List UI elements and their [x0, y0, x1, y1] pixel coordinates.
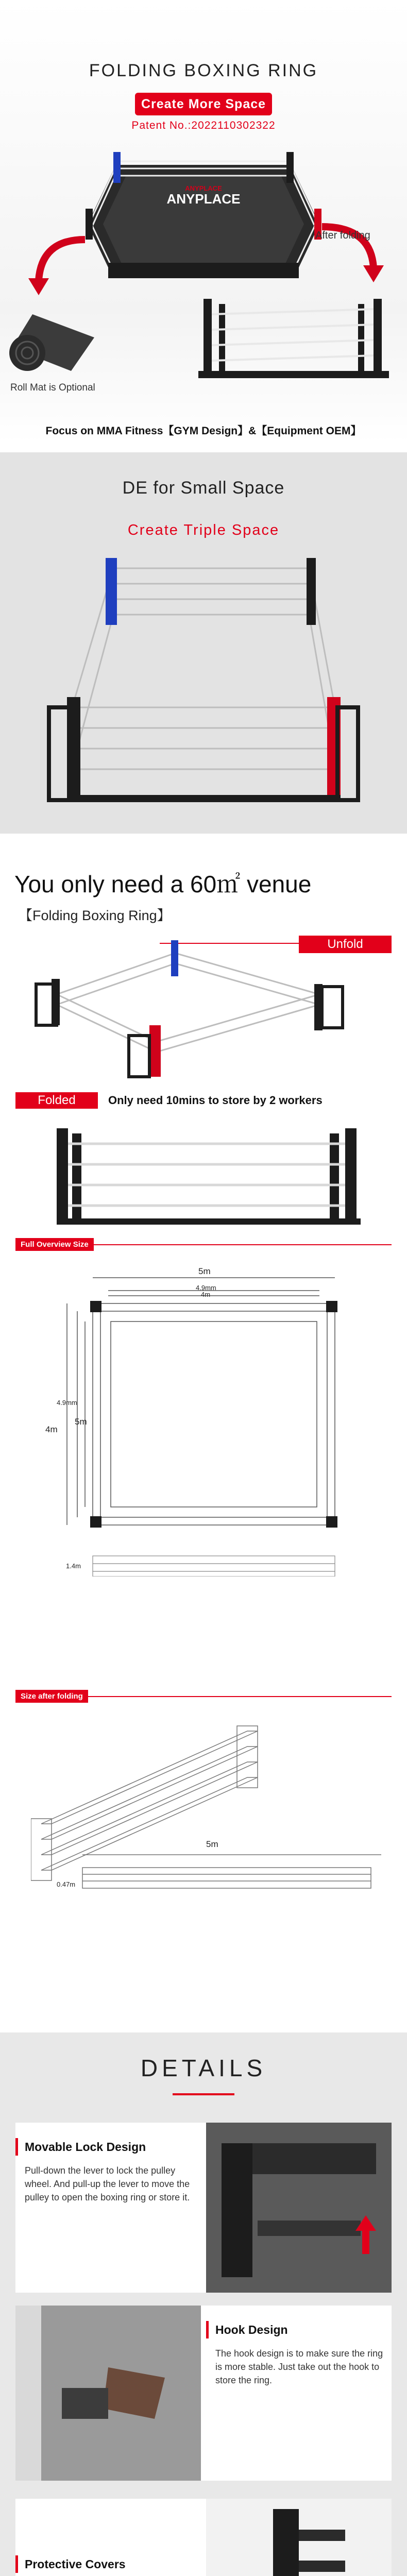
- roll-mat-caption: Roll Mat is Optional: [10, 382, 95, 393]
- fold-left-arrow-icon: [21, 234, 88, 296]
- covers-detail-image: [206, 2499, 392, 2576]
- overview-drawing: [46, 1267, 366, 1577]
- unfold-tag: Unfold: [299, 936, 392, 953]
- folded-ring-photo: [57, 1123, 361, 1231]
- hook-detail-image: [15, 2306, 201, 2481]
- overview-dim-height: 1.4m: [66, 1562, 81, 1570]
- overview-dim-side-mid: 5m: [75, 1417, 87, 1427]
- folded-ring-image: [198, 294, 389, 381]
- details-title: DETAILS: [140, 2055, 267, 2081]
- overview-dim-side-inner: 4.9mm: [57, 1399, 77, 1406]
- create-more-space-badge: Create More Space: [135, 93, 272, 115]
- overview-dim-inner2: 4m: [201, 1291, 211, 1298]
- overview-size-tag: Full Overview Size: [15, 1238, 94, 1251]
- detail-card-lock: [15, 2123, 392, 2293]
- folded-dim-depth: 0.47m: [57, 1880, 76, 1888]
- detail-card-covers: [15, 2499, 392, 2576]
- detail-text: The hook design is to make sure the ring is more stable. Just take out the hook to store the ring.: [215, 2348, 383, 2385]
- folded-dim-length: 5m: [206, 1839, 218, 1849]
- after-folding-caption: After folding: [315, 230, 370, 241]
- triple-space-subtitle: Create Triple Space: [127, 522, 280, 538]
- card-accent: [15, 2138, 18, 2156]
- hero-section: [0, 0, 407, 443]
- detail-heading: Movable Lock Design: [25, 2140, 146, 2154]
- venue-section: [0, 835, 407, 1690]
- folded-note: Only need 10mins to store by 2 workers: [108, 1094, 323, 1107]
- page-title: FOLDING BOXING RING: [89, 61, 318, 80]
- overview-dim-side-outer: 4m: [45, 1425, 58, 1434]
- venue-title: You only need a 60㎡ venue: [14, 871, 312, 897]
- small-space-title: DE for Small Space: [122, 478, 285, 498]
- roll-mat-image: [9, 309, 97, 376]
- ring-logo-mark: ANYPLACE: [185, 184, 222, 192]
- tagline: Focus on MMA Fitness【GYM Design】&【Equipment OEM】: [45, 425, 362, 437]
- detail-text: Pull-down the lever to lock the pulley wheel. And pull-up the lever to move the pulley to open the boxing ring or store it.: [25, 2165, 190, 2202]
- folded-size-tag: Size after folding: [15, 1690, 88, 1703]
- details-rule: [173, 2093, 234, 2095]
- detail-card-hook: [15, 2306, 392, 2481]
- folded-size-section: [0, 1690, 407, 2030]
- detail-heading: Protective Covers: [25, 2557, 126, 2571]
- patent-number: Patent No.:2022110302322: [131, 120, 276, 131]
- folded-size-drawing: [31, 1721, 381, 1906]
- overview-dim-inner: 4.9mm: [196, 1284, 216, 1292]
- ring-product-image: [67, 147, 340, 299]
- overview-dim-total: 5m: [198, 1266, 211, 1276]
- details-section: [0, 2032, 407, 2576]
- folded-tag: Folded: [15, 1092, 98, 1109]
- lock-detail-image: [206, 2123, 392, 2293]
- small-space-section: [0, 452, 407, 834]
- card-accent: [206, 2321, 209, 2338]
- unfolded-ring-image: [26, 938, 355, 1082]
- card-accent: [15, 2555, 18, 2573]
- ring-frame-image: [46, 553, 361, 821]
- ring-logo-text: ANYPLACE: [166, 191, 241, 207]
- venue-subtitle: 【Folding Boxing Ring】: [19, 908, 171, 923]
- detail-heading: Hook Design: [215, 2323, 288, 2336]
